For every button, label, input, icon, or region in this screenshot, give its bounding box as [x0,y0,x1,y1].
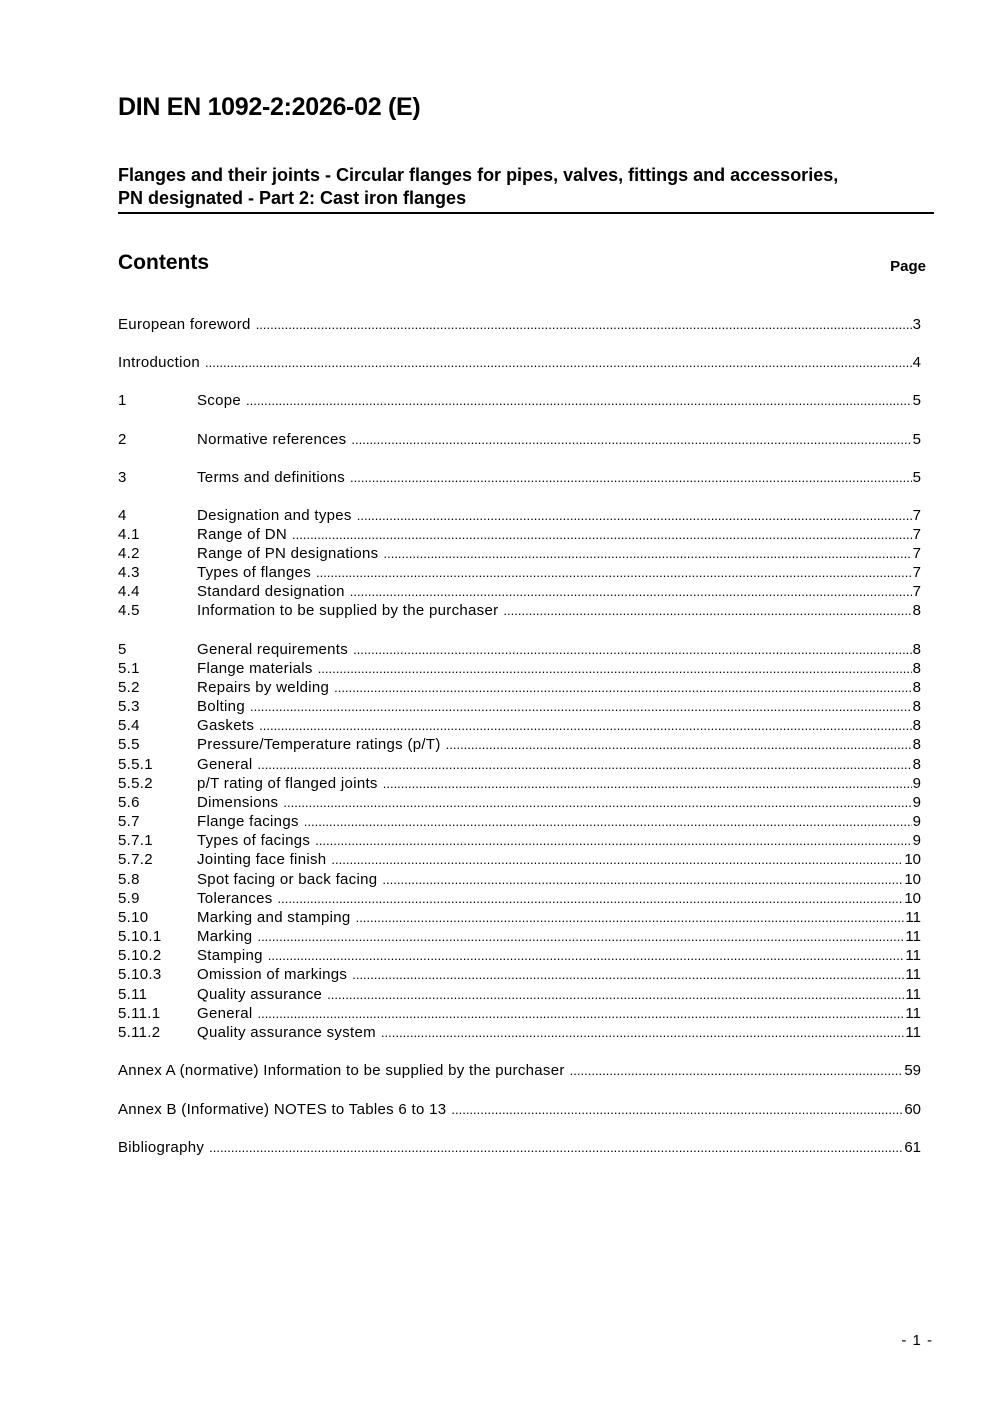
toc-label: Tolerances [197,890,273,907]
toc-entry[interactable] [118,1005,921,1024]
toc-entry[interactable] [118,1139,921,1158]
toc-page: 10 [904,871,921,888]
toc-number: 5.2 [118,679,140,696]
toc-label: Spot facing or back facing [197,871,378,888]
toc-number: 5.5 [118,736,140,753]
toc-entry[interactable] [118,756,921,775]
toc-label: Flange facings [197,813,299,830]
title-line-1: Flanges and their joints - Circular flanges for pipes, valves, fittings and accessories, [118,165,839,185]
toc-page: 11 [905,947,921,964]
toc-page: 8 [912,660,921,677]
toc-label: Quality assurance [197,986,323,1003]
toc-label: Repairs by welding [197,679,330,696]
toc-page: 9 [912,775,921,792]
toc-label: Gaskets [197,717,255,734]
toc-label: Designation and types [197,507,352,524]
toc-label: Terms and definitions [197,469,346,486]
toc-label: General requirements [197,641,349,658]
toc-label: Flange materials [197,660,313,677]
toc-number: 5.10.1 [118,928,162,945]
toc-number: 5 [118,641,127,658]
toc-label: Types of flanges [197,564,312,581]
toc-entry[interactable] [118,794,921,813]
toc-label: Dimensions [197,794,279,811]
toc-entry[interactable] [118,602,921,621]
toc-entry[interactable] [118,1024,921,1043]
toc-number: 5.5.2 [118,775,153,792]
toc-number: 4.2 [118,545,140,562]
toc-number: 5.11 [118,986,148,1003]
page-number: - 1 - [901,1332,933,1349]
toc-label: Quality assurance system [197,1024,376,1041]
toc-entry[interactable] [118,507,921,526]
toc-number: 4.3 [118,564,140,581]
toc-entry[interactable] [118,660,921,679]
toc-number: 5.9 [118,890,140,907]
toc-page: 11 [905,986,921,1003]
toc-page: 10 [904,851,921,868]
toc-entry[interactable] [118,986,921,1005]
toc-number: 5.6 [118,794,140,811]
toc-page: 11 [905,966,921,983]
toc-label: Standard designation [197,583,345,600]
document-id: DIN EN 1092-2:2026-02 (E) [118,93,421,121]
toc-page: 7 [912,583,921,600]
toc-page: 8 [912,717,921,734]
toc-number: 5.11.2 [118,1024,161,1041]
document-title [118,164,934,214]
toc-entry[interactable] [118,775,921,794]
toc-page: 5 [912,469,921,486]
toc-label: General [197,756,253,773]
toc-number: 5.1 [118,660,140,677]
toc-number: 2 [118,431,127,448]
toc-number: 5.4 [118,717,140,734]
toc-page: 11 [905,909,921,926]
toc-page: 11 [905,928,921,945]
toc-number: 3 [118,469,127,486]
toc-label: Marking [197,928,253,945]
toc-label: Types of facings [197,832,311,849]
toc-entry[interactable] [118,354,921,373]
toc-number: 5.11.1 [118,1005,161,1022]
toc-number: 5.7.2 [118,851,153,868]
toc-entry[interactable] [118,392,921,411]
toc-entry[interactable] [118,526,921,545]
toc-entry[interactable] [118,316,921,335]
toc-entry[interactable] [118,871,921,890]
contents-heading: Contents [118,251,209,274]
page-column-label: Page [890,258,926,275]
toc-number: 5.10.2 [118,947,162,964]
toc-entry[interactable] [118,736,921,755]
toc-page: 8 [912,679,921,696]
toc-number: 5.8 [118,871,140,888]
toc-number: 5.7 [118,813,140,830]
toc-entry[interactable] [118,1062,921,1081]
toc-entry[interactable] [118,431,921,450]
toc-page: 11 [905,1005,921,1022]
toc-entry[interactable] [118,717,921,736]
toc-number: 4.4 [118,583,140,600]
toc-entry[interactable] [118,909,921,928]
toc-label: Scope [197,392,242,409]
toc-page: 8 [912,641,921,658]
toc-entry[interactable] [118,813,921,832]
toc-page: 60 [904,1101,921,1118]
toc-entry[interactable] [118,851,921,870]
toc-number: 5.10.3 [118,966,162,983]
toc-label: European foreword [118,316,251,333]
toc-label: Marking and stamping [197,909,351,926]
toc-label: Information to be supplied by the purchaser [197,602,499,619]
toc-number: 4.5 [118,602,140,619]
toc-page: 9 [912,813,921,830]
toc-page: 5 [912,392,921,409]
toc-label: Range of DN [197,526,288,543]
toc-label: Omission of markings [197,966,348,983]
toc-label: Annex B (Informative) NOTES to Tables 6 to 13 [118,1101,447,1118]
toc-entry[interactable] [118,545,921,564]
toc-entry[interactable] [118,966,921,985]
toc-number: 5.5.1 [118,756,153,773]
toc-page: 5 [912,431,921,448]
toc-page: 59 [904,1062,921,1079]
toc-page: 7 [912,507,921,524]
toc-label: Normative references [197,431,347,448]
toc-page: 8 [912,756,921,773]
toc-entry[interactable] [118,832,921,851]
toc-entry[interactable] [118,641,921,660]
toc-number: 5.7.1 [118,832,153,849]
toc-number: 5.3 [118,698,140,715]
toc-page: 3 [912,316,921,333]
toc-label: General [197,1005,253,1022]
toc-label: Stamping [197,947,263,964]
toc-entry[interactable] [118,890,921,909]
toc-page: 8 [912,698,921,715]
toc-entry[interactable] [118,564,921,583]
toc-entry[interactable] [118,947,921,966]
toc-label: p/T rating of flanged joints [197,775,378,792]
toc-page: 9 [912,832,921,849]
toc-entry[interactable] [118,698,921,717]
toc-label: Jointing face finish [197,851,327,868]
title-line-2: PN designated - Part 2: Cast iron flanges [118,188,467,208]
toc-entry[interactable] [118,469,921,488]
toc-label: Bolting [197,698,245,715]
toc-number: 4 [118,507,127,524]
toc-label: Pressure/Temperature ratings (p/T) [197,736,441,753]
toc-page: 61 [904,1139,921,1156]
toc-label: Range of PN designations [197,545,379,562]
toc-number: 1 [118,392,127,409]
toc-page: 9 [912,794,921,811]
toc-page: 7 [912,545,921,562]
toc-entry[interactable] [118,583,921,602]
toc-page: 4 [912,354,921,371]
toc-page: 7 [912,564,921,581]
toc-label: Annex A (normative) Information to be supplied by the purchaser [118,1062,565,1079]
toc-page: 8 [912,602,921,619]
toc-label: Introduction [118,354,200,371]
toc-number: 4.1 [118,526,140,543]
toc-entry[interactable] [118,928,921,947]
toc-page: 7 [912,526,921,543]
toc-page: 11 [905,1024,921,1041]
toc-page: 10 [904,890,921,907]
toc-page: 8 [912,736,921,753]
toc-number: 5.10 [118,909,149,926]
toc-label: Bibliography [118,1139,205,1156]
toc-entry[interactable] [118,1101,921,1120]
toc-entry[interactable] [118,679,921,698]
